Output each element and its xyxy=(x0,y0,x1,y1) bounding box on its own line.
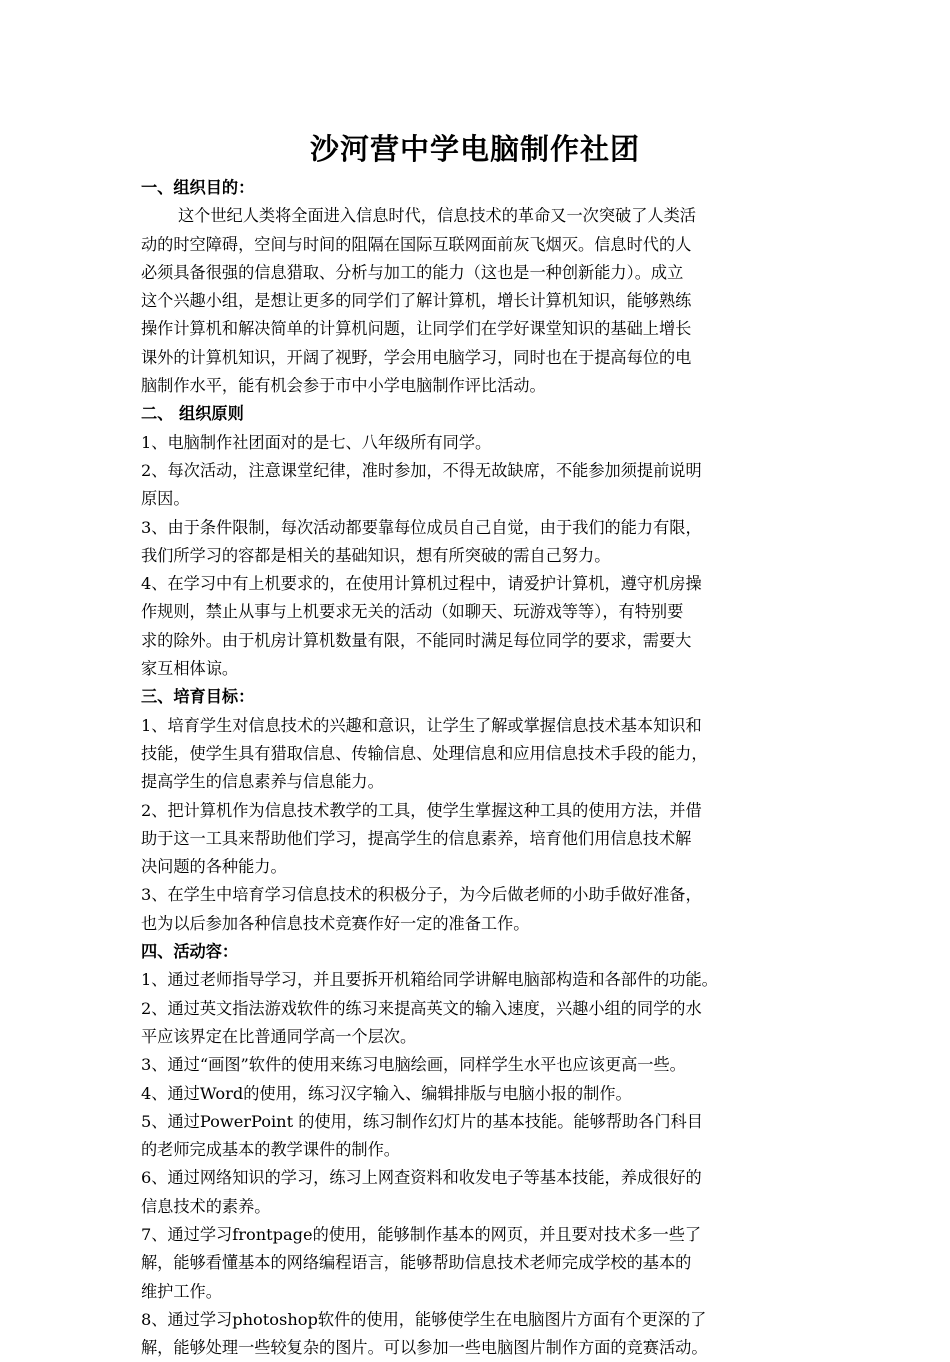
paragraph-line: 这个世纪人类将全面进入信息时代，信息技术的革命又一次突破了人类活 xyxy=(178,206,696,226)
paragraph-line: 5、通过PowerPoint 的使用，练习制作幻灯片的基本技能。能够帮助各门科目 xyxy=(141,1111,703,1131)
paragraph-line: 解，能够看懂基本的网络编程语言，能够帮助信息技术老师完成学校的基本的 xyxy=(141,1253,692,1273)
paragraph-line: 原因。 xyxy=(141,489,190,509)
section-heading: 二、 组织原则 xyxy=(141,404,244,424)
paragraph-line: 3、由于条件限制，每次活动都要靠每位成员自己自觉，由于我们的能力有限， xyxy=(141,517,702,537)
paragraph-line: 4、通过Word的使用，练习汉字输入、编辑排版与电脑小报的制作。 xyxy=(141,1083,632,1103)
paragraph-line: 家互相体谅。 xyxy=(141,659,239,679)
paragraph-line: 我们所学习的容都是相关的基础知识，想有所突破的需自己努力。 xyxy=(141,545,611,565)
paragraph-line: 动的时空障碍，空间与时间的阻隔在国际互联网面前灰飞烟灭。信息时代的人 xyxy=(141,234,692,254)
paragraph-line: 7、通过学习frontpage的使用，能够制作基本的网页，并且要对技术多一些了 xyxy=(141,1224,702,1244)
section-heading: 三、培育目标： xyxy=(141,687,255,707)
section-heading: 四、活动容： xyxy=(141,942,239,962)
paragraph-line: 2、每次活动，注意课堂纪律，准时参加，不得无故缺席，不能参加须提前说明 xyxy=(141,460,702,480)
paragraph-line: 也为以后参加各种信息技术竞赛作好一定的准备工作。 xyxy=(141,913,530,933)
document-body xyxy=(141,174,815,1362)
paragraph-line: 解，能够处理一些较复杂的图片。可以参加一些电脑图片制作方面的竞赛活动。 xyxy=(141,1338,708,1358)
paragraph-line: 6、通过网络知识的学习，练习上网查资料和收发电子等基本技能，养成很好的 xyxy=(141,1168,702,1188)
paragraph-line: 2、通过英文指法游戏软件的练习来提高英文的输入速度，兴趣小组的同学的水 xyxy=(141,998,702,1018)
page-title: 沙河营中学电脑制作社团 xyxy=(309,132,640,166)
paragraph-line: 课外的计算机知识，开阔了视野，学会用电脑学习，同时也在于提高每位的电 xyxy=(141,347,692,367)
paragraph-line: 信息技术的素养。 xyxy=(141,1196,271,1216)
paragraph-line: 求的除外。由于机房计算机数量有限，不能同时满足每位同学的要求，需要大 xyxy=(141,630,692,650)
paragraph-line: 必须具备很强的信息猎取、分析与加工的能力（这也是一种创新能力）。成立 xyxy=(141,262,684,282)
paragraph-line: 提高学生的信息素养与信息能力。 xyxy=(141,772,384,792)
paragraph-line: 这个兴趣小组，是想让更多的同学们了解计算机，增长计算机知识，能够熟练 xyxy=(141,291,692,311)
paragraph-line: 技能，使学生具有猎取信息、传输信息、处理信息和应用信息技术手段的能力， xyxy=(141,743,708,763)
paragraph-line: 1、通过老师指导学习，并且要拆开机箱给同学讲解电脑部构造和各部件的功能。 xyxy=(141,970,718,990)
paragraph-line: 决问题的各种能力。 xyxy=(141,857,287,877)
paragraph-line: 2、把计算机作为信息技术教学的工具，使学生掌握这种工具的使用方法，并借 xyxy=(141,800,702,820)
paragraph-line: 作规则，禁止从事与上机要求无关的活动（如聊天、玩游戏等等），有特别要 xyxy=(141,602,684,622)
paragraph-line: 操作计算机和解决简单的计算机问题，让同学们在学好课堂知识的基础上增长 xyxy=(141,319,692,339)
paragraph-line: 助于这一工具来帮助他们学习，提高学生的信息素养，培育他们用信息技术解 xyxy=(141,828,692,848)
section-heading: 一、组织目的： xyxy=(141,178,255,197)
paragraph-line: 维护工作。 xyxy=(141,1281,222,1301)
paragraph-line: 1、培育学生对信息技术的兴趣和意识，让学生了解或掌握信息技术基本知识和 xyxy=(141,715,702,735)
paragraph-line: 的老师完成基本的教学课件的制作。 xyxy=(141,1140,400,1160)
paragraph-line: 平应该界定在比普通同学高一个层次。 xyxy=(141,1026,417,1046)
paragraph-line: 1、电脑制作社团面对的是七、八年级所有同学。 xyxy=(141,432,492,452)
paragraph-line: 脑制作水平，能有机会参于市中小学电脑制作评比活动。 xyxy=(141,376,546,396)
paragraph-line: 4、在学习中有上机要求的，在使用计算机过程中，请爱护计算机，遵守机房操 xyxy=(141,574,702,594)
paragraph-line: 8、通过学习photoshop软件的使用，能够使学生在电脑图片方面有个更深的了 xyxy=(141,1309,707,1329)
paragraph-line: 3、通过“画图”软件的使用来练习电脑绘画，同样学生水平也应该更高一些。 xyxy=(141,1055,686,1075)
paragraph-line: 3、在学生中培育学习信息技术的积极分子，为今后做老师的小助手做好准备， xyxy=(141,885,702,905)
